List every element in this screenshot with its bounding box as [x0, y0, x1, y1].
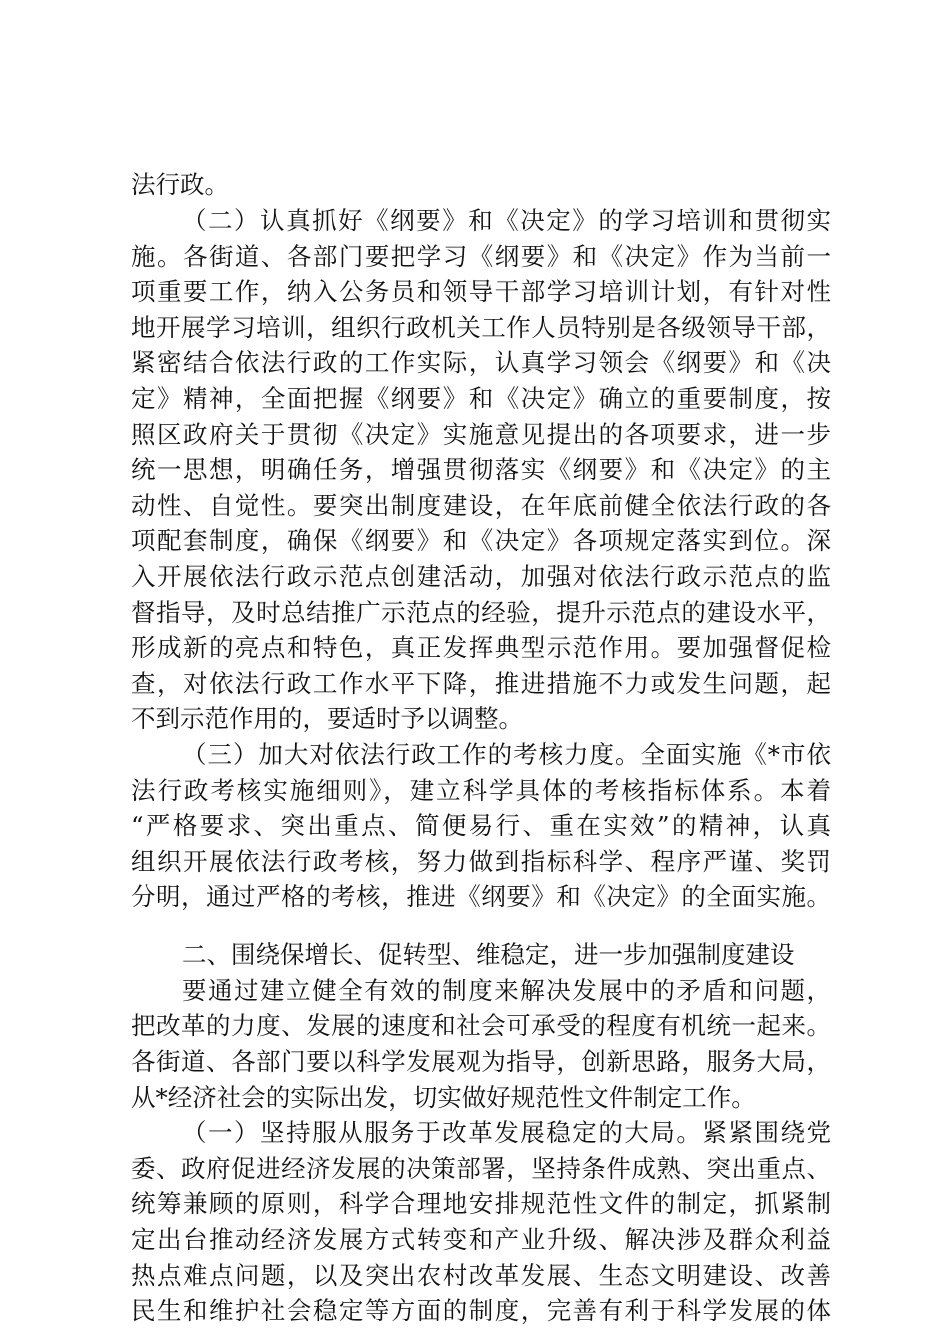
- text-line: 督指导，及时总结推广示范点的经验，提升示范点的建设水平，: [131, 598, 831, 627]
- section-heading: 二、围绕保增长、促转型、维稳定，进一步加强制度建设: [182, 940, 795, 969]
- text-line: 要通过建立健全有效的制度来解决发展中的矛盾和问题，: [182, 976, 831, 1005]
- text-line: 统筹兼顾的原则，科学合理地安排规范性文件的制定，抓紧制: [131, 1189, 831, 1218]
- text-line: （三）加大对依法行政工作的考核力度。全面实施《*市依: [182, 740, 831, 769]
- text-line: 定》精神，全面把握《纲要》和《决定》确立的重要制度，按: [131, 384, 831, 413]
- text-line: 紧密结合依法行政的工作实际，认真学习领会《纲要》和《决: [131, 348, 831, 377]
- text-line: 施。各街道、各部门要把学习《纲要》和《决定》作为当前一: [131, 242, 831, 271]
- text-line: 法行政考核实施细则》，建立科学具体的考核指标体系。本着: [131, 776, 831, 805]
- text-line: 地开展学习培训，组织行政机关工作人员特别是各级领导干部，: [131, 313, 831, 342]
- text-line: 定出台推动经济发展方式转变和产业升级、解决涉及群众利益: [131, 1225, 831, 1254]
- text-line: 热点难点问题，以及突出农村改革发展、生态文明建设、改善: [131, 1261, 831, 1290]
- text-line: 项重要工作，纳入公务员和领导干部学习培训计划，有针对性: [131, 277, 831, 306]
- text-line: 分明，通过严格的考核，推进《纲要》和《决定》的全面实施。: [131, 882, 831, 911]
- text-line: 不到示范作用的，要适时予以调整。: [131, 704, 523, 733]
- text-line: 各街道、各部门要以科学发展观为指导，创新思路，服务大局，: [131, 1047, 831, 1076]
- text-line: （一）坚持服从服务于改革发展稳定的大局。紧紧围绕党: [182, 1118, 831, 1147]
- text-line: 形成新的亮点和特色，真正发挥典型示范作用。要加强督促检: [131, 633, 831, 662]
- text-line: 从*经济社会的实际出发，切实做好规范性文件制定工作。: [131, 1083, 756, 1112]
- text-line: 项配套制度，确保《纲要》和《决定》各项规定落实到位。深: [131, 526, 831, 555]
- text-line: 把改革的力度、发展的速度和社会可承受的程度有机统一起来。: [131, 1011, 831, 1040]
- text-line: “严格要求、突出重点、简便易行、重在实效”的精神，认真: [131, 811, 831, 840]
- text-line: 动性、自觉性。要突出制度建设，在年底前健全依法行政的各: [131, 491, 831, 520]
- text-line: 民生和维护社会稳定等方面的制度，完善有利于科学发展的体: [131, 1296, 831, 1325]
- text-line: 法行政。: [131, 170, 229, 199]
- text-line: 入开展依法行政示范点创建活动，加强对依法行政示范点的监: [131, 562, 831, 591]
- text-line: 委、政府促进经济发展的决策部署，坚持条件成熟、突出重点、: [131, 1154, 831, 1183]
- text-line: （二）认真抓好《纲要》和《决定》的学习培训和贯彻实: [182, 206, 831, 235]
- text-line: 查，对依法行政工作水平下降，推进措施不力或发生问题，起: [131, 669, 831, 698]
- text-line: 统一思想，明确任务，增强贯彻落实《纲要》和《决定》的主: [131, 455, 831, 484]
- text-line: 组织开展依法行政考核，努力做到指标科学、程序严谨、奖罚: [131, 847, 831, 876]
- text-line: 照区政府关于贯彻《决定》实施意见提出的各项要求，进一步: [131, 420, 831, 449]
